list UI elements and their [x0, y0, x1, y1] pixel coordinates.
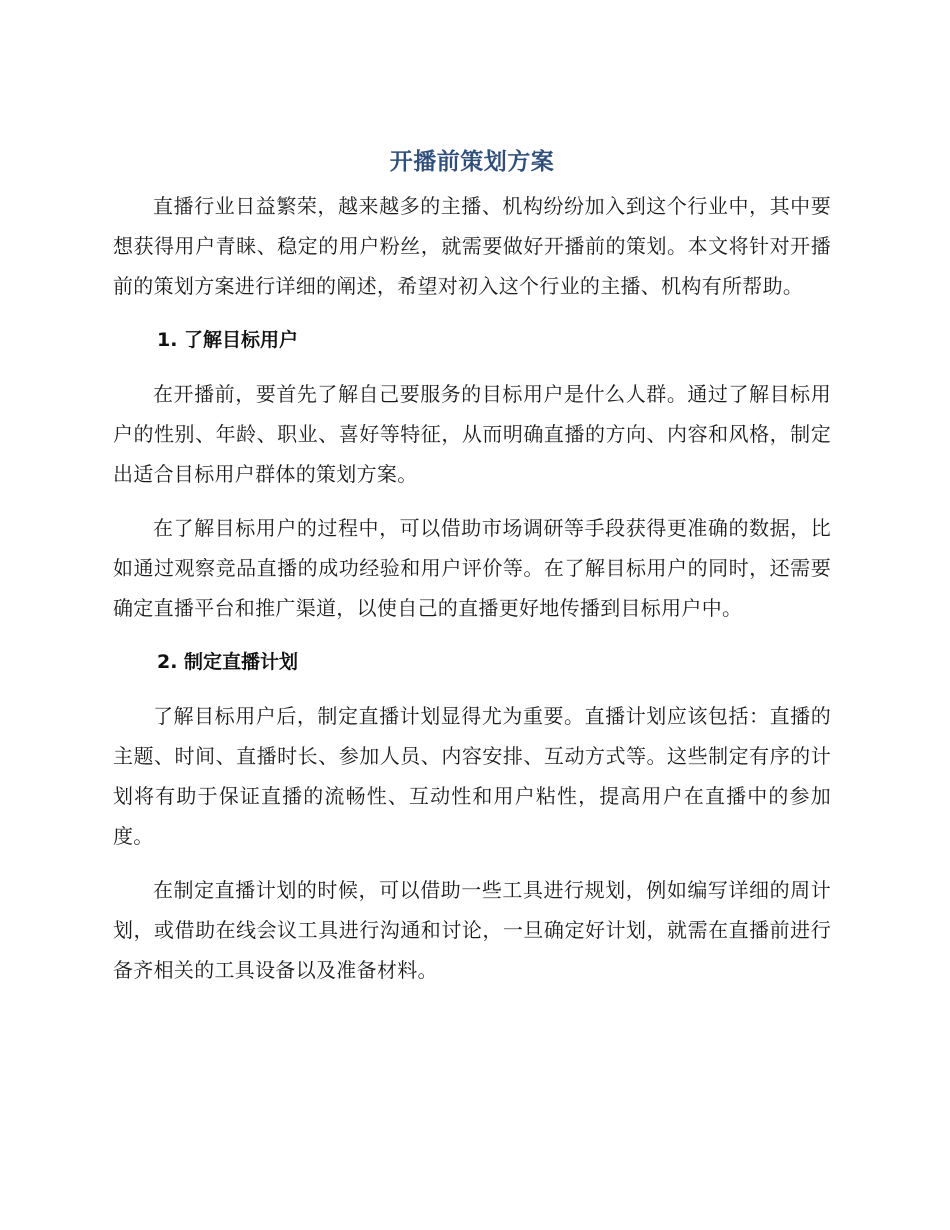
spacer — [113, 682, 831, 696]
section-2-paragraph-1: 了解目标用户后，制定直播计划显得尤为重要。直播计划应该包括：直播的主题、时间、直播时长、参加人员、内容安排、互动方式等。这些制定有序的计划将有助于保证直播的流畅性、互动性和用户粘性，提高用户在直播中的参加度。 — [113, 704, 831, 848]
section-heading-1: 1. 了解目标用户 — [157, 329, 299, 351]
section-heading-2: 2. 制定直播计划 — [157, 651, 299, 673]
section-2-paragraph-2: 在制定直播计划的时候，可以借助一些工具进行规划，例如编写详细的周计划，或借助在线会议工具进行沟通和讨论，一旦确定好计划，就需在直播前进行备齐相关的工具设备以及准备材料。 — [113, 878, 831, 982]
spacer — [113, 494, 831, 508]
intro-paragraph: 直播行业日益繁荣，越来越多的主播、机构纷纷加入到这个行业中，其中要想获得用户青睐、稳定的用户粉丝，就需要做好开播前的策划。本文将针对开播前的策划方案进行详细的阐述，希望对初入这个行业的主播、机构有所帮助。 — [113, 194, 831, 298]
document-body — [113, 140, 831, 990]
section-1-paragraph-2: 在了解目标用户的过程中，可以借助市场调研等手段获得更准确的数据，比如通过观察竞品直播的成功经验和用户评价等。在了解目标用户的同时，还需要确定直播平台和推广渠道，以使自己的直播更好地传播到目标用户中。 — [113, 516, 831, 620]
spacer — [113, 628, 831, 642]
document-title: 开播前策划方案 — [389, 149, 555, 175]
spacer — [113, 360, 831, 374]
spacer — [113, 306, 831, 320]
section-1-paragraph-1: 在开播前，要首先了解自己要服务的目标用户是什么人群。通过了解目标用户的性别、年龄、职业、喜好等特征，从而明确直播的方向、内容和风格，制定出适合目标用户群体的策划方案。 — [113, 382, 831, 486]
spacer — [113, 856, 831, 870]
